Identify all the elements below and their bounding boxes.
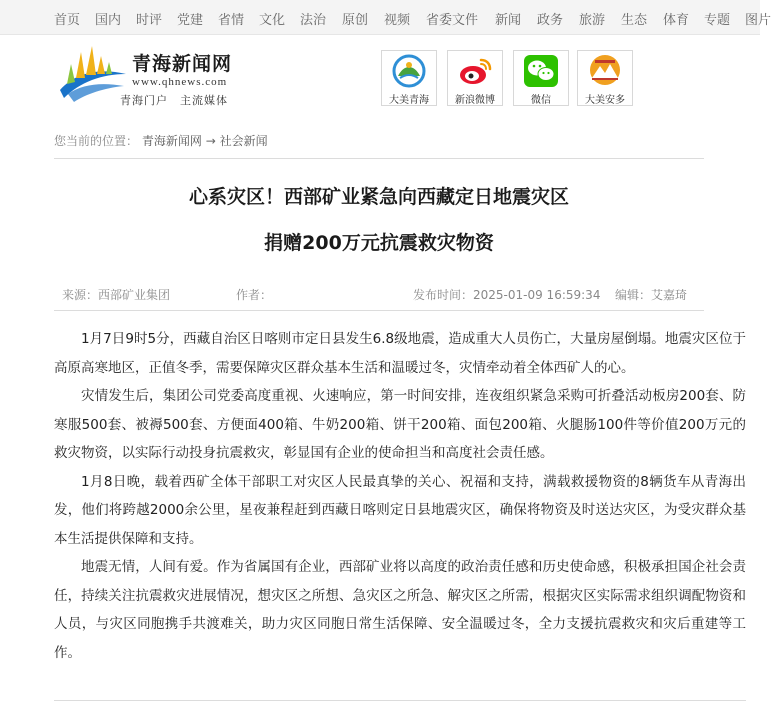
amdo-mountain-icon [587, 54, 623, 88]
breadcrumb-site-link[interactable]: 青海新闻网 [141, 134, 202, 148]
divider [54, 310, 704, 311]
site-name: 青海新闻网 [132, 53, 233, 75]
nav-item[interactable]: 体育 [663, 13, 690, 28]
nav-item[interactable]: 党建 [177, 13, 204, 28]
nav-item[interactable]: 新闻 [495, 13, 522, 28]
social-label: 微信 [531, 95, 551, 106]
nav-item[interactable]: 视频 [384, 13, 411, 28]
nav-item[interactable]: 文化 [259, 13, 286, 28]
breadcrumb-arrow: → [205, 134, 216, 148]
divider [54, 700, 746, 701]
nav-item[interactable]: 首页 [54, 13, 81, 28]
article-publish-time: 发布时间：2025-01-09 16:59:34 [413, 288, 601, 302]
nav-item[interactable]: 省情 [218, 13, 245, 28]
nav-item[interactable]: 法治 [300, 13, 327, 28]
wechat-icon [523, 54, 559, 88]
nav-item[interactable]: 省委文件 [426, 13, 479, 28]
qinghai-emblem-icon [391, 54, 427, 88]
article-source: 来源：西部矿业集团 [62, 288, 171, 302]
nav-item[interactable]: 图片 [745, 13, 771, 28]
social-wechat[interactable] [513, 50, 569, 106]
nav-item[interactable]: 旅游 [579, 13, 606, 28]
qhnews-logo-icon [54, 44, 130, 108]
nav-item[interactable]: 国内 [95, 13, 122, 28]
article-paragraph: 1月8日晚，载着西矿全体干部职工对灾区人民最真挚的关心、祝福和支持，满载救援物资的8辆货车从青海出发，他们将跨越2000余公里，星夜兼程赶到西藏日喀则定日县地震灾区，确保将物资及时送达灾区，为受灾群众基本生活提供保障和支持。 [54, 473, 746, 547]
top-navigation [0, 0, 771, 35]
nav-item[interactable]: 原创 [342, 13, 369, 28]
article-paragraph: 灾情发生后，集团公司党委高度重视、火速响应，第一时间安排，连夜组织紧急采购可折叠活动板房200套、防寒服500套、被褥500套、方便面400箱、牛奶200箱、饼干200箱、面包200箱、火腿肠100件等价值200万元的救灾物资，以实际行动投身抗震救灾，彰显国有企业的使命担当和高度社会责任感。 [54, 388, 746, 461]
social-label: 大美安多 [585, 95, 625, 106]
article-paragraph: 地震无情，人间有爱。作为省属国有企业，西部矿业将以高度的政治责任感和历史使命感，积极承担国企社会责任，持续关注抗震救灾进展情况，想灾区之所想、急灾区之所急、解灾区之所需，根据灾区实际需求组织调配物资和人员，与灾区同胞携手共渡难关，助力灾区同胞日常生活保障、安全温暖过冬，全力支援抗震救灾和灾后重建等工作。 [54, 559, 746, 661]
social-label: 新浪微博 [455, 95, 495, 106]
site-slogan: 青海门户 主流媒体 [120, 94, 228, 107]
article-paragraph: 1月7日9时5分，西藏自治区日喀则市定日县发生6.8级地震，造成重大人员伤亡，大量房屋倒塌。地震灾区位于高原高寒地区，正值冬季，需要保障灾区群众基本生活和温暖过冬，灾情牵动着全体西矿人的心。 [54, 331, 746, 376]
site-url: www.qhnews.com [132, 76, 228, 88]
site-logo[interactable] [54, 44, 254, 108]
social-label: 大美青海 [389, 95, 429, 106]
article-title-line2: 捐赠200万元抗震救灾物资 [264, 232, 494, 254]
social-daomei-amdo[interactable] [577, 50, 633, 106]
nav-item[interactable]: 时评 [136, 13, 163, 28]
breadcrumb-prefix: 您当前的位置： [54, 134, 139, 148]
nav-item[interactable]: 专题 [704, 13, 731, 28]
nav-item[interactable]: 政务 [537, 13, 564, 28]
social-daomei-qinghai[interactable] [381, 50, 437, 106]
article-body [54, 325, 746, 667]
divider [54, 158, 704, 159]
article-author: 作者： [236, 288, 273, 302]
weibo-icon [457, 54, 493, 88]
nav-item[interactable]: 生态 [621, 13, 648, 28]
breadcrumb [54, 132, 704, 154]
breadcrumb-section-link[interactable]: 社会新闻 [219, 134, 268, 148]
article-editor: 编辑：艾嘉琦 [615, 288, 688, 302]
article-title-line1: 心系灾区！西部矿业紧急向西藏定日地震灾区 [188, 186, 569, 208]
social-sina-weibo[interactable] [447, 50, 503, 106]
